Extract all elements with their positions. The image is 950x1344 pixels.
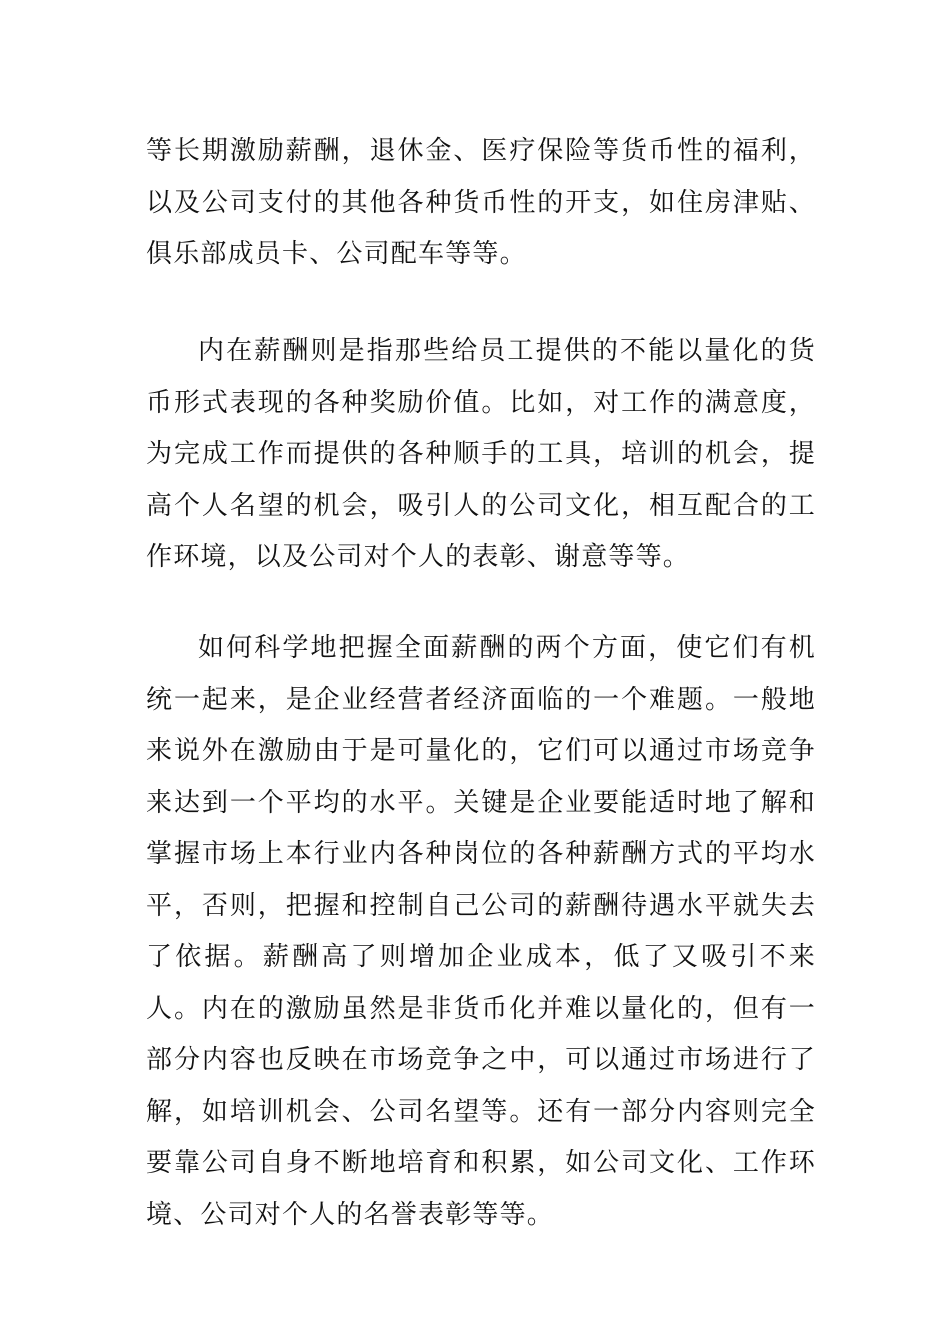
paragraph-intrinsic-pay: 内在薪酬则是指那些给员工提供的不能以量化的货币形式表现的各种奖励价值。比如，对工作的满意度，为完成工作而提供的各种顺手的工具，培训的机会，提高个人名望的机会，吸引人的公司文化，相互配合的工作环境，以及公司对个人的表彰、谢意等等。: [146, 336, 816, 572]
paragraph-extrinsic-pay-continued: 等长期激励薪酬，退休金、医疗保险等货币性的福利，以及公司支付的其他各种货币性的开支，如住房津贴、俱乐部成员卡、公司配车等等。: [146, 136, 816, 269]
paragraph-total-compensation-balance: 如何科学地把握全面薪酬的两个方面，使它们有机统一起来，是企业经营者经济面临的一个难题。一般地来说外在激励由于是可量化的，它们可以通过市场竞争来达到一个平均的水平。关键是企业要能适时地了解和掌握市场上本行业内各种岗位的各种薪酬方式的平均水平，否则，把握和控制自己公司的薪酬待遇水平就失去了依据。薪酬高了则增加企业成本，低了又吸引不来人。内在的激励虽然是非货币化并难以量化的，但有一部分内容也反映在市场竞争之中，可以通过市场进行了解，如培训机会、公司名望等。还有一部分内容则完全要靠公司自身不断地培育和积累，如公司文化、工作环境、公司对个人的名誉表彰等等。: [146, 633, 816, 1230]
